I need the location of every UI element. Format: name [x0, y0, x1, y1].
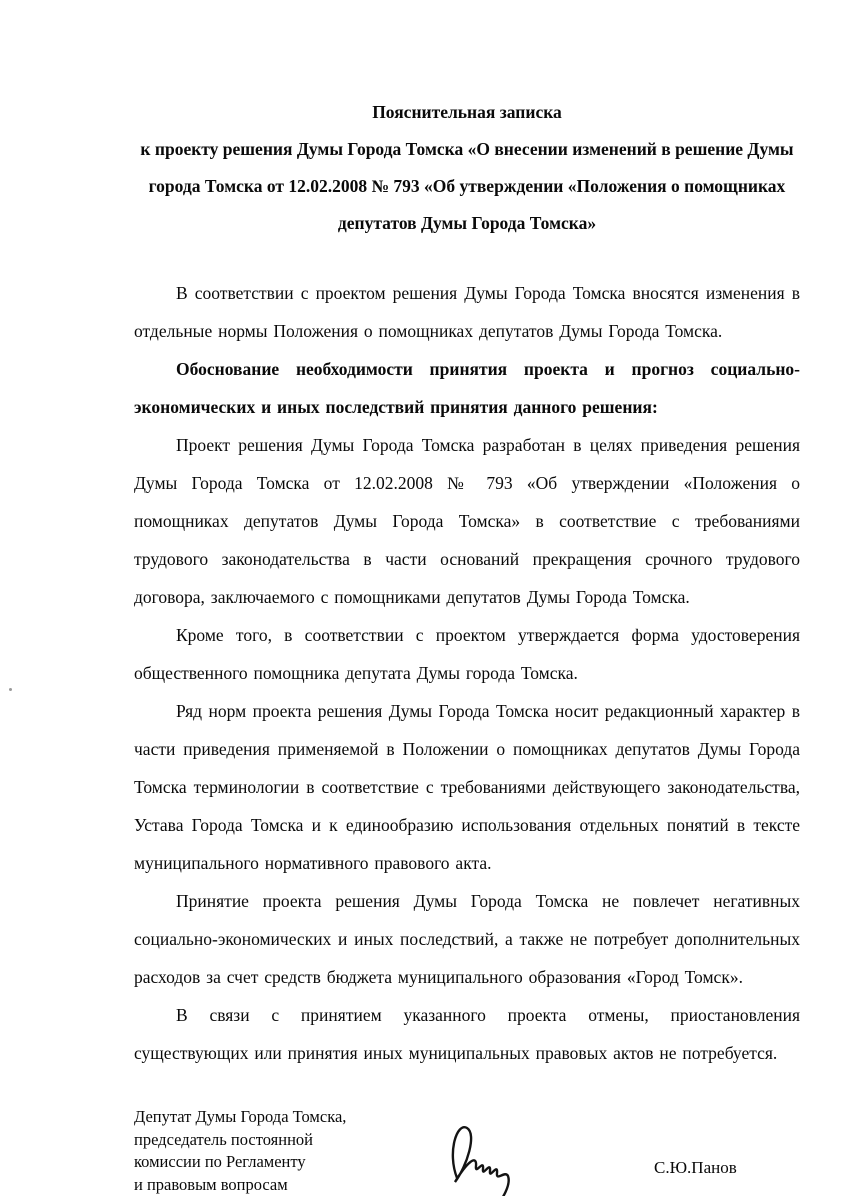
document-title: Пояснительная записка	[372, 102, 562, 122]
paragraph: Проект решения Думы Города Томска разработан в целях приведения решения Думы Города Томска от 12.02.2008 № 793 «Об утверждении «Положения о помощниках депутатов Думы Города Томска» в соответствие с требованиями трудового законодательства в части оснований прекращения срочного трудового договора, заключаемого с помощниками депутатов Думы Города Томска.	[134, 435, 800, 607]
signer-name: С.Ю.Панов	[654, 1158, 737, 1177]
signer-position-line: Депутат Думы Города Томска,	[134, 1107, 347, 1126]
paragraph-justification-heading: Обоснование необходимости принятия проекта и прогноз социально-экономических и иных последствий принятия данного решения:	[134, 359, 800, 417]
paragraph: Ряд норм проекта решения Думы Города Томска носит редакционный характер в части приведения применяемой в Положении о помощниках депутатов Думы Города Томска терминологии в соответствие с требованиями действующего законодательства, Устава Города Томска и к единообразию использования отдельных понятий в тексте муниципального нормативного правового акта.	[134, 701, 800, 873]
signer-position-line: комиссии по Регламенту	[134, 1152, 306, 1171]
handwritten-signature	[429, 1116, 559, 1196]
scan-artifact	[9, 688, 12, 691]
paragraph: В связи с принятием указанного проекта отмены, приостановления существующих или принятия иных муниципальных правовых актов не потребуется.	[134, 1005, 800, 1063]
document-body	[134, 274, 800, 1072]
signer-position-line: и правовым вопросам	[134, 1174, 288, 1194]
title-block	[134, 94, 800, 242]
paragraph: В соответствии с проектом решения Думы Города Томска вносятся изменения в отдельные нормы Положения о помощниках депутатов Думы Города Томска.	[134, 283, 800, 341]
document-subtitle: к проекту решения Думы Города Томска «О внесении изменений в решение Думы города Томска от 12.02.2008 № 793 «Об утверждении «Положения о помощниках депутатов Думы Города Томска»	[140, 139, 794, 233]
paragraph: Принятие проекта решения Думы Города Томска не повлечет негативных социально-экономических и иных последствий, а также не потребует дополнительных расходов за счет средств бюджета муниципального образования «Город Томск».	[134, 891, 800, 987]
signature-block	[134, 1106, 800, 1196]
signer-position-line: председатель постоянной	[134, 1129, 313, 1149]
paragraph: Кроме того, в соответствии с проектом утверждается форма удостоверения общественного помощника депутата Думы города Томска.	[134, 625, 800, 683]
signer-position	[134, 1106, 429, 1196]
